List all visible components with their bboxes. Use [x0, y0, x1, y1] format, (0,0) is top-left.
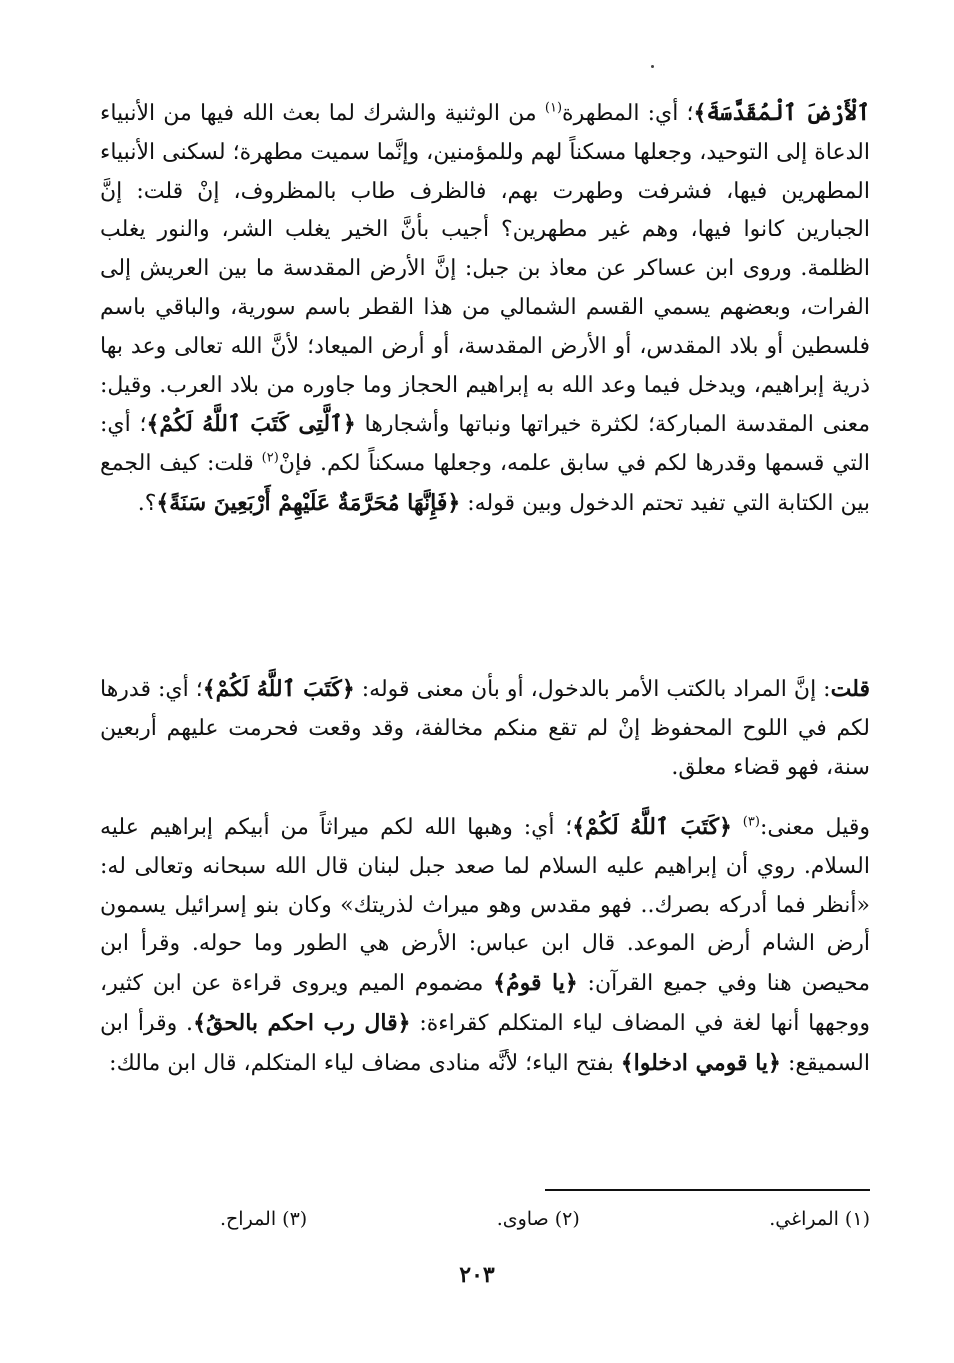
quran-verse: ﴿يا قومي ادخلوا﴾ [620, 1049, 781, 1076]
quran-verse: ﴿كَتَبَ ٱللَّهُ لَكُمْ﴾ [202, 676, 355, 702]
text-run: بفتح الياء؛ لأنَّه منادى مضاف لياء المتكلم، قال ابن مالك: [109, 1050, 621, 1076]
paragraph-2 [100, 670, 870, 787]
text-run: ؛ أي: قدرها لكم في اللوح المحفوظ إنْ لم تقع منكم مخالفة، وقد وقعت فحرمت عليهم أربعين سنة، فهو قضاء معلق. [100, 677, 870, 780]
ink-speck [651, 65, 654, 68]
paragraph-3 [100, 808, 870, 1084]
text-run: من الوثنية والشرك لما بعث الله فيها من الأنبياء الدعاة إلى التوحيد، وجعلها مسكناً لهم وللمؤمنين، وإنَّما سميت مطهرة؛ لسكنى الأنبياء المطهرين فيها، فشرفت وطهرت بهم، فالظرف طاب بالمظروف، إنْ قلت: إنَّ الجبارين كانوا فيها، وهم غير مطهرين؟ أجيب بأنَّ الخير يغلب الشر، والنور يغلب الظلمة. وروى ابن عساكر عن معاذ بن جبل: إنَّ الأرض المقدسة ما بين العريش إلى الفرات، وبعضهم يسمي القسم الشمالي من هذا القطر باسم سورية، والباقي باسم فلسطين أو بلاد المقدس، أو الأرض المقدسة، أو أرض الميعاد؛ لأنَّ الله تعالى وعد بها ذرية إبراهيم، ويدخل فيما وعد الله به إبراهيم الحجاز وما جاوره من بلاد العرب. وقيل: معنى المقدسة المباركة؛ لكثرة خيراتها ونباتها وأشجارها [100, 101, 871, 438]
footnotes [220, 1205, 870, 1233]
footnote-1: (١) المراغي. [769, 1208, 870, 1230]
text-run: ؛ أي: المطهرة [562, 101, 694, 126]
quran-verse: ﴿يا قومُ﴾ [493, 970, 578, 997]
text-run: قلت: كيف الجمع بين الكتابة التي تفيد تحتم الدخول وبين قوله: [100, 451, 870, 516]
quran-verse: ﴿فَإِنَّهَا مُحَرَّمَةٌ عَلَيْهِمْ أَرْبَعِينَ سَنَةً﴾ [156, 489, 461, 516]
footnote-3: (٣) المراح. [220, 1208, 308, 1230]
paragraph-text [100, 94, 870, 524]
paragraph-text [100, 808, 870, 1084]
footnote-ref: (٢) [261, 450, 279, 466]
quran-verse: ﴿قال رب احكم بالحقُ﴾ [193, 1009, 411, 1036]
quran-verse: ﴿كَتَبَ ٱللَّهُ لَكُمْ﴾ [572, 814, 732, 840]
text-run: مضموم الميم ويروى قراءة عن ابن كثير، ووجهها أنها لغة في المضاف لياء المتكلم كقراءة: [100, 971, 871, 1036]
text-run: وقيل معنى: [759, 815, 870, 840]
paragraph-text [100, 670, 870, 787]
text-run: : إنَّ المراد بالكتب الأمر بالدخول، أو بأن معنى قوله: [354, 677, 831, 702]
quran-verse: ﴿ٱلَّتِى كَتَبَ ٱللَّهُ لَكُمْ﴾ [146, 411, 356, 438]
page-number: ٢٠٣ [459, 1262, 495, 1288]
footnote-divider [545, 1189, 870, 1191]
quran-verse: ٱلْأَرْضَ ٱلْمُقَدَّسَةَ﴾ [693, 100, 870, 126]
text-run: ؛ أي: التي قسمها وقدرها لكم في سابق علمه، وجعلها مسكناً لكم. فإنْ [100, 412, 870, 477]
footnote-ref: (٣) [742, 814, 760, 830]
text-run: . وقرأ ابن السميقع: [100, 1010, 870, 1076]
footnote-2: (٢) صاوى. [496, 1208, 580, 1230]
text-run: ؟. [137, 490, 157, 516]
text-run: ؛ أي: وهبها الله لكم ميراثاً من أبيكم إبراهيم عليه السلام. روي أن إبراهيم عليه السلام لما صعد جبل لبنان قال الله سبحانه وتعالى له: «أنظر فما أدركه بصرك.. فهو مقدس وهو ميراث لذريتك» وكان بنو إسرائيل يسمون أرض الشام أرض الموعد. قال ابن عباس: الأرض هي الطور وما حوله. وقرأ ابن محيصن هنا وفي جميع القرآن: [100, 815, 870, 997]
paragraph-1 [100, 94, 870, 524]
lead-word: قلت [830, 676, 871, 702]
text-run [732, 815, 743, 840]
footnote-ref: (١) [544, 100, 563, 116]
